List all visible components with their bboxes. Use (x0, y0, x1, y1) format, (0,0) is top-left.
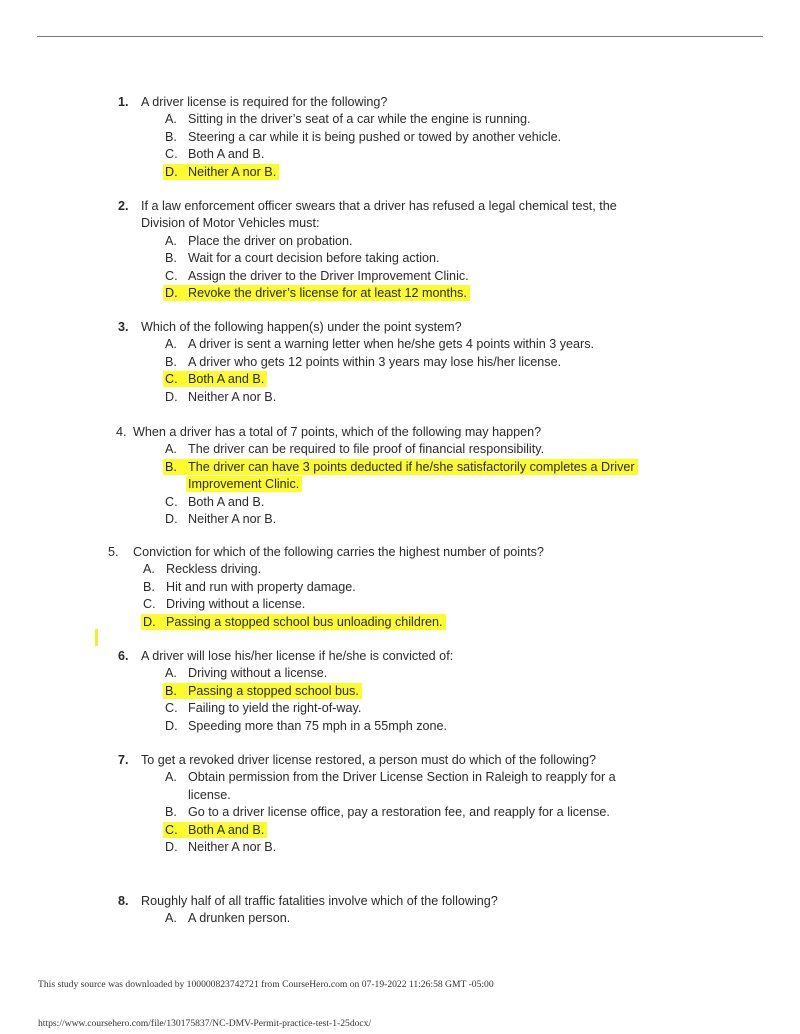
option-letter: C. (165, 147, 178, 162)
answer-highlight (163, 683, 362, 699)
option-text: Neither A nor B. (188, 389, 277, 404)
answer-highlight (163, 164, 279, 180)
answer-option (165, 804, 610, 821)
question-number: 3. (118, 320, 129, 334)
answer-option (165, 839, 276, 856)
option-letter: C. (165, 268, 178, 283)
answer-option-correct (165, 164, 279, 181)
answer-option-correct (165, 822, 267, 839)
option-letter: A. (165, 112, 177, 127)
option-text: Neither A nor B. (188, 164, 277, 179)
option-letter: B. (143, 579, 155, 594)
option-text: A driver is sent a warning letter when he/she gets 4 points within 3 years. (188, 337, 595, 352)
answer-highlight (163, 822, 267, 838)
option-letter: C. (165, 494, 178, 509)
question-number: 2. (118, 199, 129, 213)
option-text: Neither A nor B. (188, 512, 277, 526)
option-letter: B. (165, 805, 177, 820)
answer-option (165, 511, 276, 528)
option-text: The driver can be required to file proof of financial responsibility. (188, 442, 545, 457)
header-rule (37, 36, 763, 37)
option-letter: C. (143, 597, 156, 612)
answer-highlight (186, 476, 302, 492)
option-text: Reckless driving. (166, 562, 262, 577)
option-letter: D. (165, 286, 178, 300)
answer-option (165, 250, 440, 267)
download-notice: This study source was downloaded by 100000823742721 from CourseHero.com on 07-19-2022 11:26:58 GMT -05:00 (38, 979, 494, 990)
option-letter: D. (143, 614, 156, 629)
option-text: Hit and run with property damage. (166, 579, 356, 594)
option-letter: A. (143, 562, 155, 577)
answer-option-correct (165, 683, 362, 700)
answer-option (165, 665, 327, 682)
answer-option (165, 111, 531, 128)
source-url[interactable]: https://www.coursehero.com/file/130175837/NC-DMV-Permit-practice-test-1-25docx/ (38, 1018, 372, 1029)
answer-option-correct (165, 285, 470, 302)
question-number: 1. (118, 95, 129, 109)
option-text: Driving without a license. (166, 597, 306, 612)
option-letter: C. (165, 372, 178, 387)
question-text: Conviction for which of the following carries the highest number of points? (133, 545, 544, 559)
answer-highlight (141, 614, 446, 630)
question-number: 8. (118, 894, 129, 908)
option-text: Go to a driver license office, pay a restoration fee, and reapply for a license. (188, 805, 610, 820)
option-letter: A. (165, 770, 177, 785)
answer-option-correct (188, 476, 302, 493)
answer-option (165, 354, 561, 371)
option-letter: C. (165, 822, 178, 837)
option-text: Both A and B. (188, 372, 265, 387)
option-text: Both A and B. (188, 147, 265, 162)
answer-option-correct (165, 371, 267, 388)
question-number: 5. (108, 545, 119, 559)
option-letter: C. (165, 701, 178, 716)
question-text: Roughly half of all traffic fatalities involve which of the following? (141, 894, 498, 908)
option-letter: B. (165, 129, 177, 144)
answer-highlight (163, 459, 638, 475)
answer-option-correct (165, 459, 638, 476)
option-text: Speeding more than 75 mph in a 55mph zone. (188, 718, 448, 733)
option-letter: D. (165, 718, 178, 733)
option-letter: B. (165, 354, 177, 369)
answer-option (165, 494, 264, 511)
answer-option (165, 389, 276, 406)
option-letter: D. (165, 840, 178, 854)
option-text: The driver can have 3 points deducted if he/she satisfactorily completes a Driver (188, 459, 635, 474)
margin-highlight-mark (95, 629, 98, 646)
answer-highlight (163, 371, 267, 387)
answer-option (165, 268, 469, 285)
answer-option (188, 787, 231, 804)
option-letter: A. (165, 442, 177, 457)
question-text: A driver license is required for the following? (141, 95, 388, 109)
option-text: Steering a car while it is being pushed or towed by another vehicle. (188, 129, 562, 144)
option-letter: A. (165, 233, 177, 248)
option-text: Both A and B. (188, 822, 265, 837)
answer-option (165, 700, 361, 717)
option-text: Passing a stopped school bus. (188, 683, 359, 698)
question-number: 6. (118, 649, 129, 663)
question-number: 7. (118, 753, 129, 767)
option-letter: B. (165, 251, 177, 266)
question-text: Which of the following happen(s) under the point system? (141, 320, 462, 334)
answer-option (165, 233, 353, 250)
question-text: To get a revoked driver license restored, a person must do which of the following? (141, 753, 597, 767)
answer-option (143, 596, 305, 613)
option-text: Driving without a license. (188, 666, 328, 681)
question-text: Division of Motor Vehicles must: (141, 216, 320, 231)
answer-option (165, 146, 264, 163)
answer-option (165, 129, 561, 146)
answer-option (165, 441, 544, 458)
option-letter: D. (165, 389, 178, 404)
option-text: Both A and B. (188, 494, 265, 509)
option-letter: A. (165, 666, 177, 681)
answer-option-correct (143, 614, 446, 631)
option-text: Improvement Clinic. (188, 477, 300, 492)
answer-option (165, 910, 290, 927)
question-number: 4. (116, 425, 127, 439)
option-letter: B. (165, 459, 177, 474)
answer-option (165, 336, 594, 353)
option-text: license. (188, 787, 231, 802)
option-letter: A. (165, 337, 177, 352)
option-text: Place the driver on probation. (188, 233, 353, 248)
option-text: Revoke the driver’s license for at least 12 months. (188, 286, 467, 300)
question-text: When a driver has a total of 7 points, which of the following may happen? (133, 425, 542, 439)
option-letter: B. (165, 683, 177, 698)
option-text: Passing a stopped school bus unloading children. (166, 614, 443, 629)
answer-option (165, 769, 616, 786)
answer-highlight (163, 285, 470, 301)
option-text: A drunken person. (188, 911, 291, 926)
option-text: Assign the driver to the Driver Improvement Clinic. (188, 268, 469, 283)
answer-option (143, 561, 261, 578)
option-letter: A. (165, 911, 177, 926)
option-text: Obtain permission from the Driver License Section in Raleigh to reapply for a (188, 770, 616, 785)
option-text: Wait for a court decision before taking action. (188, 251, 440, 266)
answer-option (143, 579, 356, 596)
option-text: Failing to yield the right-of-way. (188, 701, 362, 716)
question-text: If a law enforcement officer swears that a driver has refused a legal chemical test, the (141, 199, 617, 213)
question-text: A driver will lose his/her license if he/she is convicted of: (141, 649, 454, 663)
option-letter: D. (165, 164, 178, 179)
answer-option (165, 718, 447, 735)
option-text: Sitting in the driver’s seat of a car while the engine is running. (188, 112, 531, 127)
option-letter: D. (165, 512, 178, 526)
option-text: Neither A nor B. (188, 840, 277, 854)
option-text: A driver who gets 12 points within 3 years may lose his/her license. (188, 354, 562, 369)
